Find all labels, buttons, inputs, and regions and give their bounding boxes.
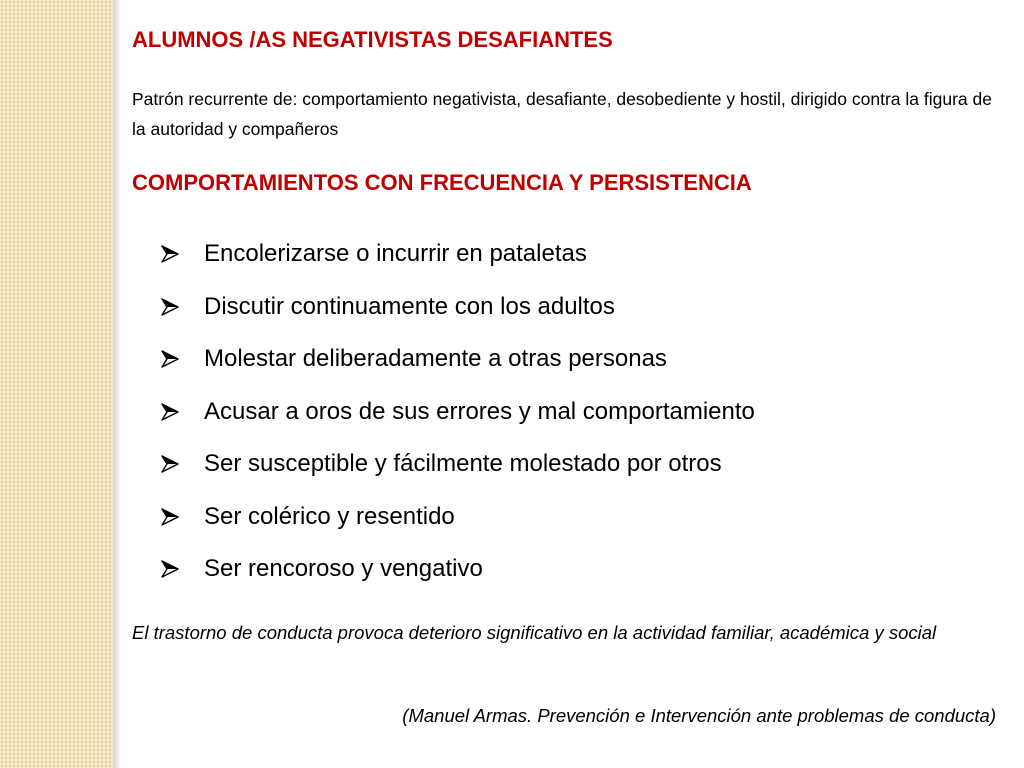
section-subtitle: COMPORTAMIENTOS CON FRECUENCIA Y PERSISTENCIA bbox=[132, 170, 752, 195]
arrow-bullet-icon bbox=[160, 297, 180, 317]
list-item bbox=[160, 333, 755, 386]
slide-title: ALUMNOS /AS NEGATIVISTAS DESAFIANTES bbox=[132, 27, 613, 52]
list-item bbox=[160, 228, 755, 281]
arrow-bullet-icon bbox=[160, 244, 180, 264]
list-item bbox=[160, 491, 755, 544]
arrow-bullet-icon bbox=[160, 559, 180, 579]
arrow-bullet-icon bbox=[160, 402, 180, 422]
conclusion-paragraph: El trastorno de conducta provoca deterioro significativo en la actividad familiar, académica y social bbox=[132, 622, 937, 643]
list-item-text: Encolerizarse o incurrir en pataletas bbox=[204, 240, 587, 268]
side-strip-shadow bbox=[113, 0, 121, 768]
list-item-text: Ser rencoroso y vengativo bbox=[204, 555, 483, 583]
citation: (Manuel Armas. Prevención e Intervención ante problemas de conducta) bbox=[402, 705, 996, 726]
intro-paragraph: Patrón recurrente de: comportamiento negativista, desafiante, desobediente y hostil, dirigido contra la figura de la autoridad y compañeros bbox=[132, 89, 992, 139]
decorative-side-strip bbox=[0, 0, 113, 768]
list-item bbox=[160, 438, 755, 491]
list-item-text: Discutir continuamente con los adultos bbox=[204, 292, 615, 320]
list-item-text: Ser susceptible y fácilmente molestado por otros bbox=[204, 450, 722, 478]
list-item bbox=[160, 543, 755, 596]
arrow-bullet-icon bbox=[160, 507, 180, 527]
arrow-bullet-icon bbox=[160, 349, 180, 369]
arrow-bullet-icon bbox=[160, 454, 180, 474]
list-item bbox=[160, 386, 755, 439]
list-item-text: Acusar a oros de sus errores y mal comportamiento bbox=[204, 397, 755, 425]
list-item bbox=[160, 281, 755, 334]
behavior-list bbox=[160, 228, 755, 596]
list-item-text: Molestar deliberadamente a otras personas bbox=[204, 345, 667, 373]
list-item-text: Ser colérico y resentido bbox=[204, 502, 455, 530]
